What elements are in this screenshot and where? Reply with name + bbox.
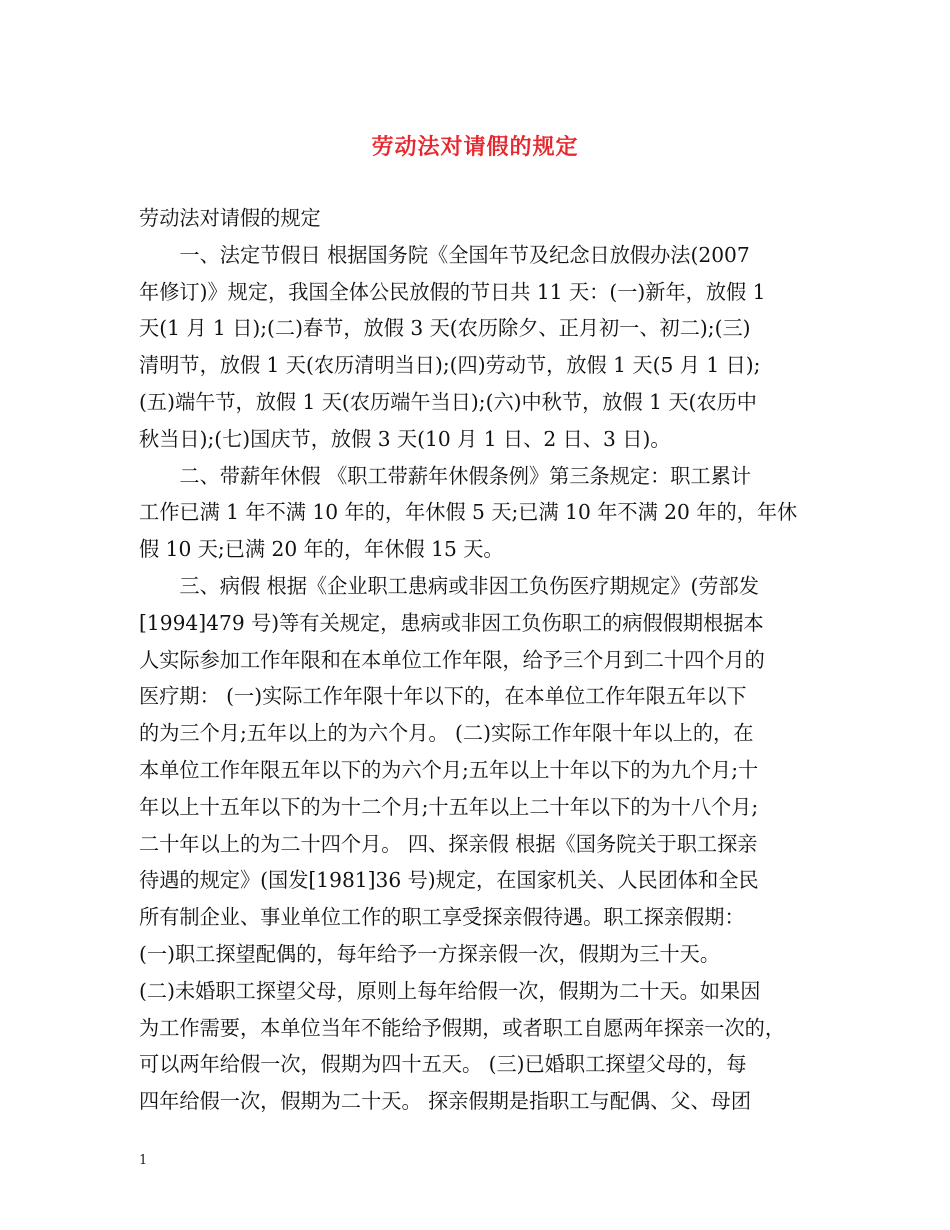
text-line: 医疗期： (一)实际工作年限十年以下的，在本单位工作年限五年以下 (139, 684, 747, 709)
text-line: 本单位工作年限五年以下的为六个月;五年以上十年以下的为九个月;十 (139, 757, 759, 782)
text-line: 秋当日);(七)国庆节，放假 3 天(10 月 1 日、2 日、3 日)。 (139, 426, 671, 451)
text-line: 为工作需要，本单位当年不能给予假期，或者职工自愿两年探亲一次的， (139, 1015, 786, 1040)
text-line: 人实际参加工作年限和在本单位工作年限，给予三个月到二十四个月的 (139, 647, 765, 672)
page-number: 1 (139, 1153, 148, 1168)
document-title: 劳动法对请假的规定 (371, 134, 579, 160)
text-line: 三、病假 根据《企业职工患病或非因工负伤医疗期规定》(劳部发 (139, 573, 759, 598)
text-line: 二、带薪年休假 《职工带薪年休假条例》第三条规定：职工累计 (139, 463, 752, 488)
text-line: (二)未婚职工探望父母，原则上每年给假一次，假期为二十天。如果因 (139, 978, 761, 1003)
text-line: 可以两年给假一次，假期为四十五天。 (三)已婚职工探望父母的，每 (139, 1052, 747, 1077)
text-line: 假 10 天;已满 20 年的，年休假 15 天。 (139, 537, 504, 562)
text-line: 的为三个月;五年以上的为六个月。 (二)实际工作年限十年以上的，在 (139, 721, 754, 746)
text-line: [1994]479 号)等有关规定，患病或非因工负伤职工的病假假期根据本 (139, 610, 764, 635)
text-line: 年修订)》规定，我国全体公民放假的节日共 11 天：(一)新年，放假 1 (139, 279, 766, 304)
text-line: 二十年以上的为二十四个月。 四、探亲假 根据《国务院关于职工探亲 (139, 831, 758, 856)
text-line: (一)职工探望配偶的，每年给予一方探亲假一次，假期为三十天。 (139, 941, 721, 966)
text-line: 天(1 月 1 日);(二)春节，放假 3 天(农历除夕、正月初一、初二);(三) (139, 316, 751, 341)
text-line: 年以上十五年以下的为十二个月;十五年以上二十年以下的为十八个月; (139, 794, 759, 819)
text-line: 待遇的规定》(国发[1981]36 号)规定，在国家机关、人民团体和全民 (139, 868, 759, 893)
document-body (139, 200, 815, 1120)
text-line: 一、法定节假日 根据国务院《全国年节及纪念日放假办法(2007 (139, 242, 750, 267)
text-line: 工作已满 1 年不满 10 年的，年休假 5 天;已满 10 年不满 20 年的，年休 (139, 500, 798, 525)
text-line: (五)端午节，放假 1 天(农历端午当日);(六)中秋节，放假 1 天(农历中 (139, 389, 757, 414)
text-line: 所有制企业、事业单位工作的职工享受探亲假待遇。职工探亲假期： (139, 905, 745, 930)
text-line: 劳动法对请假的规定 (139, 206, 321, 230)
text-line: 四年给假一次，假期为二十天。 探亲假期是指职工与配偶、父、母团 (139, 1089, 752, 1114)
text-line: 清明节，放假 1 天(农历清明当日);(四)劳动节，放假 1 天(5 月 1 日); (139, 353, 761, 378)
